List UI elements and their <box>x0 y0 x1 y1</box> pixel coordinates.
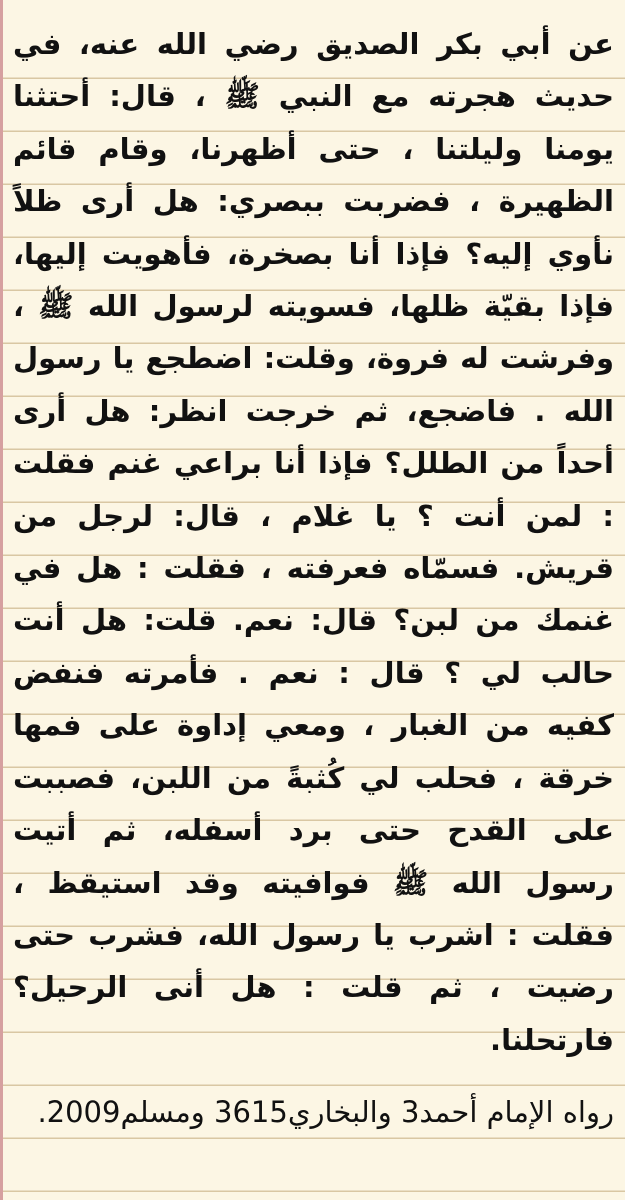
hadith-source: رواه الإمام أحمد3 والبخاري3615 ومسلم2009. <box>37 1095 614 1129</box>
hadith-text: عن أبي بكر الصديق رضي الله عنه، في حديث هجرته مع النبي ﷺ ، قال: أحتثنا يومنا وليلتنا ، حتى أظهرنا، وقام قائم الظهيرة ، فضربت ببصري: هل أرى ظلاً نأوي إليه؟ فإذا أنا بصخرة، فأهويت إليها، فإذا بقيّة ظلها، فسويته لرسول الله ﷺ ، وفرشت له فروة، وقلت: اضطجع يا رسول الله . فاضجع، ثم خرجت انظر: هل أرى أحداً من الطلل؟ فإذا أنا براعي غنم فقلت : لمن أنت ؟ يا غلام ، قال: لرجل من قريش. فسمّاه فعرفته ، فقلت : هل في غنمك من لبن؟ قال: نعم. قلت: هل أنت حالب لي ؟ قال : نعم . فأمرته فنفض كفيه من الغبار ، ومعي إداوة على فمها خرقة ، فحلب لي كُثبةً من اللبن، فصببت على القدح حتى برد أسفله، ثم أتيت رسول الله ﷺ فوافيته وقد استيقظ ، فقلت : اشرب يا رسول الله، فشرب حتى رضيت ، ثم قلت : هل أنى الرحيل؟ فارتحلنا. <box>13 27 614 1057</box>
